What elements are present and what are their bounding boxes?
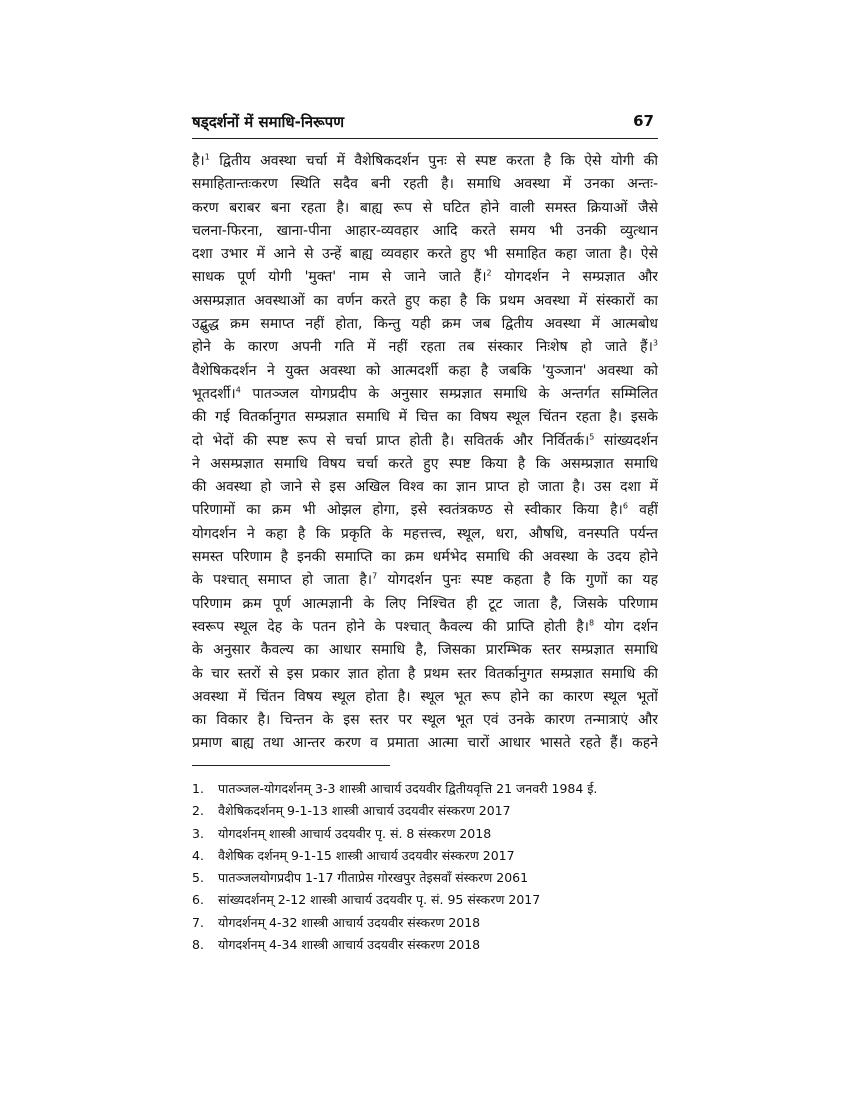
body-line-text: असम्प्रज्ञात अवस्थाओं का वर्णन करते हुए कहा है कि प्रथम अवस्था में संस्कारों का <box>192 292 658 309</box>
body-line-text: अवस्था में चिंतन विषय स्थूल होता है। स्थूल भूत रूप होने का कारण स्थूल भूतों <box>192 688 658 705</box>
body-line-text: वैशेषिकदर्शन ने युक्त अवस्था को आत्मदर्शी कहा है जबकि 'युञ्जान' अवस्था को <box>192 362 658 379</box>
body-line <box>192 569 658 592</box>
body-line-text: भूतदर्शी। <box>192 385 236 402</box>
footnote-number: 4. <box>192 847 204 863</box>
footnote-item <box>192 889 658 911</box>
footnote-item <box>192 912 658 934</box>
body-line <box>192 266 658 289</box>
body-line <box>192 499 658 522</box>
footnote-marker: 7 <box>372 571 378 581</box>
body-line-text: सांख्यदर्शन <box>594 432 658 449</box>
footnote-marker: 8 <box>588 618 595 628</box>
body-line-text: के अनुसार कैवल्य का आधार समाधि है, जिसका प्रारम्भिक स्तर सम्प्रज्ञात समाधि <box>192 642 658 659</box>
footnote-text: पातञ्जलयोगप्रदीप 1-17 गीताप्रेस गोरखपुर तेइसवाँ संस्करण 2061 <box>218 870 529 886</box>
footnote-text: वैशेषिक दर्शनम् 9-1-15 शास्त्री आचार्य उदयवीर संस्करण 2017 <box>218 847 515 863</box>
body-line-text: योगदर्शन ने कहा है कि प्रकृति के महत्तत्त्व, स्थूल, धरा, औषधि, वनस्पति पर्यन्त <box>192 525 658 542</box>
footnote-item <box>192 934 658 956</box>
body-line-text: परिणाम क्रम पूर्ण आत्मज्ञानी के लिए निश्चित ही टूट जाता है, जिसके परिणाम <box>192 595 658 612</box>
footnote-marker: 5 <box>589 431 595 441</box>
body-line-text: के चार स्तरों से इस प्रकार ज्ञात होता है प्रथम स्तर वितर्कानुगत सम्प्रज्ञात समाधि की <box>192 665 658 682</box>
footnote-item <box>192 867 658 889</box>
footnote-number: 7. <box>192 914 204 930</box>
body-line <box>192 663 658 686</box>
body-line-text: का विकार है। चिन्तन के इस स्तर पर स्थूल भूत एवं उनके कारण तन्मात्राएं और <box>192 712 658 729</box>
footnote-number: 8. <box>192 937 204 953</box>
body-line-text: समस्त परिणाम है इनकी समाप्ति का क्रम धर्मभेद समाधि की अवस्था के उदय होने <box>192 549 658 566</box>
body-line <box>192 406 658 429</box>
footnote-number: 1. <box>192 781 204 796</box>
body-line <box>192 360 658 383</box>
body-line-text: की अवस्था हो जाने से इस अखिल विश्व का ज्ञान प्राप्त हो जाता है। उस दशा में <box>192 479 658 496</box>
footnote-text: योगदर्शनम् 4-32 शास्त्री आचार्य उदयवीर संस्करण 2018 <box>218 914 481 930</box>
body-line <box>192 313 658 336</box>
footnote-marker: 6 <box>622 501 628 511</box>
body-text <box>192 150 658 756</box>
body-line <box>192 383 658 406</box>
footnote-item <box>192 845 658 867</box>
body-line <box>192 243 658 266</box>
body-line-text: होने के कारण अपनी गति में नहीं रहता तब संस्कार निःशेष हो जाते हैं। <box>192 339 653 356</box>
footnote-text: योगदर्शनम् 4-34 शास्त्री आचार्य उदयवीर संस्करण 2018 <box>218 937 481 953</box>
body-line-text: योगदर्शन ने सम्प्रज्ञात और <box>491 269 658 286</box>
body-line-text: वहीं <box>627 502 658 519</box>
body-line-text: समाहितान्तःकरण स्थिति सदैव बनी रहती है। समाधि अवस्था में उनका अन्तः- <box>192 176 658 193</box>
footnote-text: पातञ्जल-योगदर्शनम् 3-3 शास्त्री आचार्य उदयवीर द्वितीयवृत्ति 21 जनवरी 1984 ई. <box>218 781 598 796</box>
body-line <box>192 290 658 313</box>
footnote-number: 3. <box>192 825 204 841</box>
body-line <box>192 173 658 196</box>
body-line <box>192 430 658 453</box>
footnote-item <box>192 823 658 845</box>
body-line-text: पातञ्जल योगप्रदीप के अनुसार सम्प्रज्ञात समाधि के अन्तर्गत सम्मिलित <box>240 385 658 402</box>
body-line-text: योगदर्शन पुनः स्पष्ट कहता है कि गुणों का यह <box>377 572 658 589</box>
body-line-text: दशा उभार में आने से उन्हें बाह्य व्यवहार करते हुए भी समाहित कहा जाता है। ऐसे <box>192 246 658 263</box>
footnote-number: 6. <box>192 892 204 908</box>
body-line-text: ने असम्प्रज्ञात समाधि विषय चर्चा करते हुए स्पष्ट किया है कि असम्प्रज्ञात समाधि <box>192 455 658 472</box>
footnote-item <box>192 778 658 800</box>
body-line <box>192 476 658 499</box>
body-line-text: साधक पूर्ण योगी 'मुक्त' नाम से जाने जाते हैं। <box>192 269 487 286</box>
body-line-text: उद्बुद्ध क्रम समाप्त नहीं होता, किन्तु यही क्रम जब द्वितीय अवस्था में आत्मबोध <box>192 316 658 333</box>
footnote-marker: 1 <box>204 152 210 162</box>
body-line-text: द्वितीय अवस्था चर्चा में वैशेषिकदर्शन पुनः से स्पष्ट करता है कि ऐसे योगी की <box>209 153 658 169</box>
body-line-text: स्वरूप स्थूल देह के पतन होने के पश्चात् कैवल्य की प्राप्ति होती है। <box>192 618 589 635</box>
body-line <box>192 220 658 243</box>
body-line <box>192 453 658 476</box>
footnote-number: 2. <box>192 803 204 819</box>
body-line <box>192 616 658 639</box>
body-line <box>192 150 658 173</box>
body-line-text: के पश्चात् समाप्त हो जाता है। <box>192 572 373 589</box>
body-line <box>192 639 658 662</box>
body-line-text: दो भेदों की स्पष्ट रूप से चर्चा प्राप्त होती है। सवितर्क और निर्वितर्क। <box>192 432 590 449</box>
body-line <box>192 686 658 709</box>
body-line <box>192 336 658 359</box>
body-line <box>192 709 658 732</box>
footnote-marker: 4 <box>235 385 241 395</box>
footnotes <box>192 778 658 956</box>
footnote-marker: 3 <box>652 338 658 348</box>
page-number: 67 <box>633 112 654 130</box>
body-line-text: योग दर्शन <box>594 618 658 635</box>
running-header <box>192 112 658 139</box>
body-line-text: की गई वितर्कानुगत सम्प्रज्ञात समाधि में चित्त का विषय स्थूल चिंतन रहता है। इसके <box>192 409 658 426</box>
body-line <box>192 523 658 546</box>
body-line-text: प्रमाण बाह्य तथा आन्तर करण व प्रमाता आत्मा चारों आधार भासते रहते हैं। कहने <box>192 735 658 752</box>
footnote-text: वैशेषिकदर्शनम् 9-1-13 शास्त्री आचार्य उदयवीर संस्करण 2017 <box>218 803 511 819</box>
body-line-text: चलना-फिरना, खाना-पीना आहार-व्यवहार आदि करते समय भी उनकी व्युत्थान <box>192 222 658 239</box>
body-line <box>192 732 658 755</box>
footnote-item <box>192 800 658 822</box>
footnote-separator <box>192 765 390 766</box>
body-line-text: करण बराबर बना रहता है। बाह्य रूप से घटित होने वाली समस्त क्रियाओं जैसे <box>192 199 658 216</box>
body-line-text: परिणामों का क्रम भी ओझल होगा, इसे स्वतंत्रकण्ठ से स्वीकार किया है। <box>192 502 623 519</box>
footnote-marker: 2 <box>486 268 492 278</box>
body-line <box>192 197 658 220</box>
body-line-text: है। <box>192 153 205 169</box>
footnote-text: योगदर्शनम् शास्त्री आचार्य उदयवीर पृ. सं. 8 संस्करण 2018 <box>218 825 492 841</box>
footnote-number: 5. <box>192 870 204 886</box>
body-line <box>192 546 658 569</box>
footnote-text: सांख्यदर्शनम् 2-12 शास्त्री आचार्य उदयवीर पृ. सं. 95 संस्करण 2017 <box>218 892 541 908</box>
header-title: षड्दर्शनों में समाधि-निरूपण <box>192 113 345 131</box>
body-line <box>192 593 658 616</box>
